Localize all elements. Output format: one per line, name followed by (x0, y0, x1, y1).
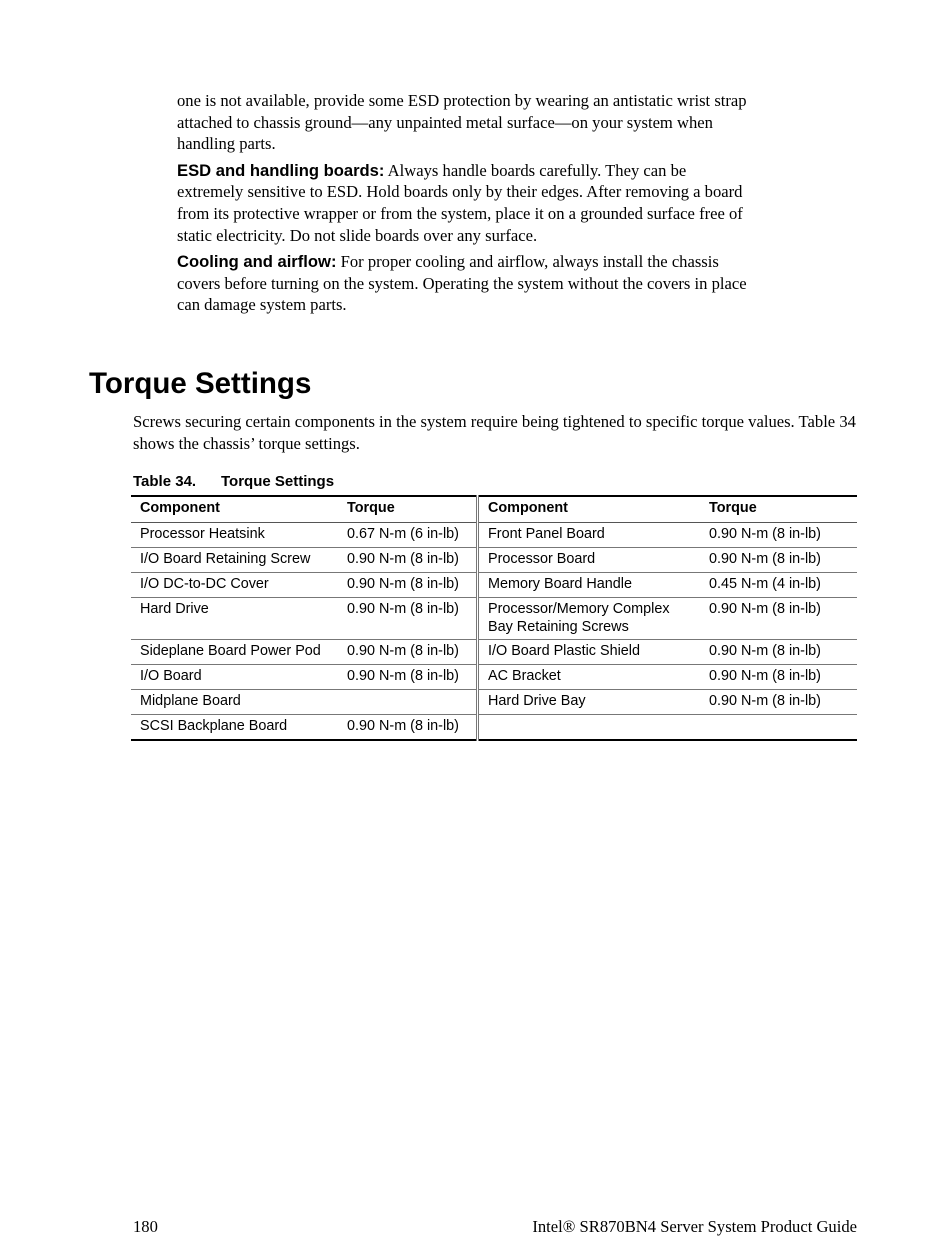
torque-table (131, 495, 857, 741)
table-row (131, 573, 857, 598)
table-cell: Midplane Board (131, 690, 338, 715)
table-row (131, 548, 857, 573)
table-cell: Front Panel Board (478, 523, 701, 548)
table-cell (478, 715, 701, 741)
table-cell: 0.90 N-m (8 in-lb) (700, 690, 857, 715)
table-cell: Processor/Memory Complex Bay Retaining Screws (478, 598, 701, 640)
table-cell: I/O DC-to-DC Cover (131, 573, 338, 598)
table-cell: Processor Board (478, 548, 701, 573)
table-row (131, 690, 857, 715)
cooling-paragraph (177, 251, 747, 316)
table-cell: 0.90 N-m (8 in-lb) (700, 665, 857, 690)
document-title: Intel® SR870BN4 Server System Product Guide (532, 1217, 857, 1236)
page-number: 180 (133, 1217, 158, 1236)
section-body: Screws securing certain components in the system require being tightened to specific torque values. Table 34 shows the chassis’ torque settings. (133, 412, 856, 453)
esd-text: Always handle boards carefully. They can be extremely sensitive to ESD. Hold boards only by their edges. After removing a board from its protective wrapper or from the system, place it on a grounded surface free of static electricity. Do not slide boards over any surface. (177, 160, 743, 245)
header-component-left: Component (131, 496, 338, 523)
table-cell: 0.90 N-m (8 in-lb) (338, 573, 478, 598)
table-row (131, 665, 857, 690)
header-torque-right: Torque (700, 496, 857, 523)
table-caption-title: Torque Settings (221, 473, 335, 490)
table-cell: 0.90 N-m (8 in-lb) (338, 598, 478, 640)
table-cell: Hard Drive Bay (478, 690, 701, 715)
table-cell: 0.67 N-m (6 in-lb) (338, 523, 478, 548)
header-torque-left: Torque (338, 496, 478, 523)
table-cell: 0.90 N-m (8 in-lb) (338, 640, 478, 665)
table-row (131, 640, 857, 665)
table-row (131, 715, 857, 741)
table-cell: SCSI Backplane Board (131, 715, 338, 741)
table-cell: 0.90 N-m (8 in-lb) (338, 715, 478, 741)
table-cell: 0.90 N-m (8 in-lb) (700, 523, 857, 548)
table-caption (133, 473, 334, 490)
table-cell: 0.45 N-m (4 in-lb) (700, 573, 857, 598)
esd-lead: ESD and handling boards: (177, 160, 385, 180)
table-cell: 0.90 N-m (8 in-lb) (700, 548, 857, 573)
table-cell: I/O Board Retaining Screw (131, 548, 338, 573)
table-cell: 0.90 N-m (8 in-lb) (338, 548, 478, 573)
intro-text (177, 90, 747, 321)
table-cell: I/O Board (131, 665, 338, 690)
intro-paragraph: one is not available, provide some ESD protection by wearing an antistatic wrist strap attached to chassis ground—any unpainted metal surface—on your system when handling parts. (177, 91, 747, 154)
table-cell: 0.90 N-m (8 in-lb) (700, 640, 857, 665)
table-cell: I/O Board Plastic Shield (478, 640, 701, 665)
cooling-lead: Cooling and airflow: (177, 252, 337, 272)
table-cell: AC Bracket (478, 665, 701, 690)
section-title: Torque Settings (89, 367, 312, 400)
table-cell: Sideplane Board Power Pod (131, 640, 338, 665)
table-row (131, 598, 857, 640)
table-caption-number: Table 34. (133, 473, 197, 490)
table-header-row (131, 496, 857, 523)
table-row (131, 523, 857, 548)
table-cell: 0.90 N-m (8 in-lb) (700, 598, 857, 640)
table-cell: Memory Board Handle (478, 573, 701, 598)
cooling-text: For proper cooling and airflow, always install the chassis covers before turning on the system. Operating the system without the covers in place can damage system parts. (177, 252, 747, 315)
table-cell (338, 690, 478, 715)
table-cell: Hard Drive (131, 598, 338, 640)
page-footer (133, 1217, 857, 1237)
header-component-right: Component (478, 496, 701, 523)
table-cell: Processor Heatsink (131, 523, 338, 548)
table-cell: 0.90 N-m (8 in-lb) (338, 665, 478, 690)
esd-paragraph (177, 160, 747, 246)
table-cell (700, 715, 857, 741)
